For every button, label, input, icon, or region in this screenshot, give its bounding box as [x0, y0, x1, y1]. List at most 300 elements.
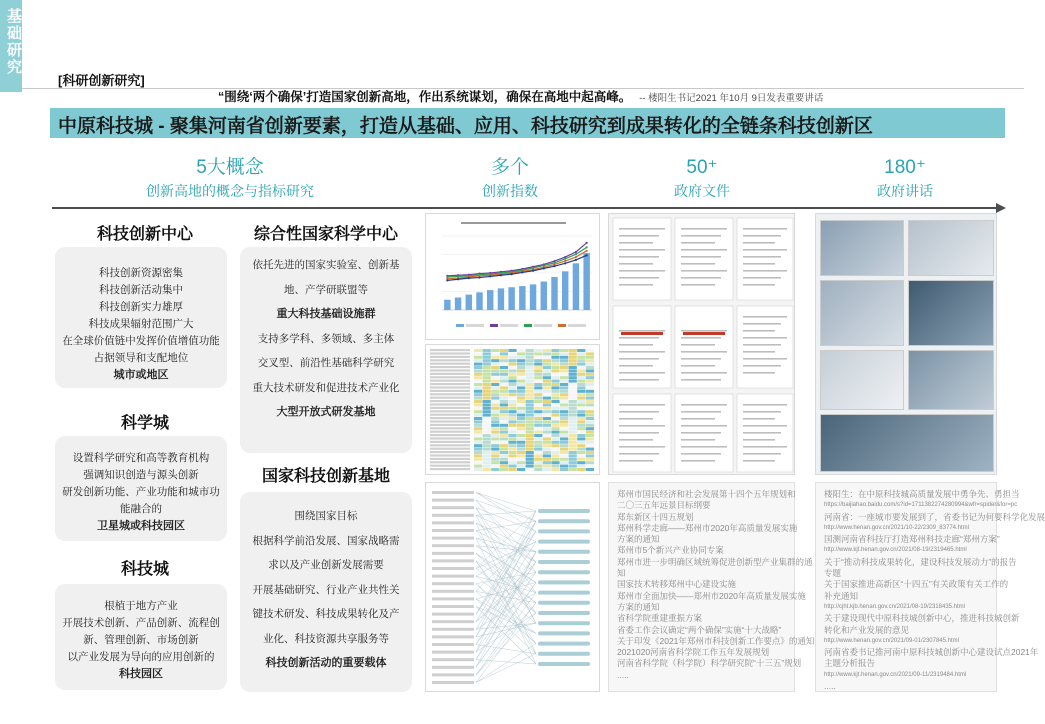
gov-speech-item: 专题: [824, 568, 842, 579]
concept-box-innovation-base: [240, 492, 412, 692]
heatmap-cell: [534, 437, 542, 440]
flow-link: [476, 523, 536, 552]
heatmap-cell: [500, 407, 508, 410]
table-label-placeholder: [430, 441, 470, 443]
heatmap-cell: [586, 427, 594, 430]
stat-docs: [652, 157, 752, 201]
heatmap-cell: [534, 417, 542, 420]
doc-text-line: [681, 446, 727, 448]
heatmap-cell: [586, 424, 594, 427]
heatmap-cell: [500, 403, 508, 406]
table-label-placeholder: [430, 352, 470, 354]
heatmap-cell: [500, 414, 508, 417]
heatmap-cell: [508, 454, 516, 457]
heatmap-cell: [517, 400, 525, 403]
heatmap-cell: [526, 444, 534, 447]
table-label-placeholder: [430, 366, 470, 368]
heatmap-cell: [500, 373, 508, 376]
heatmap-cell: [560, 437, 568, 440]
heatmap-cell: [491, 376, 499, 379]
flow-left-node: [432, 514, 474, 517]
flow-right-node: [538, 642, 590, 646]
heatmap-cell: [483, 352, 491, 355]
heatmap-cell: [560, 376, 568, 379]
flow-left-node: [432, 620, 474, 623]
flow-link: [476, 582, 536, 667]
flow-right-node: [538, 591, 590, 595]
heatmap-cell: [569, 393, 577, 396]
heatmap-cell: [586, 390, 594, 393]
heatmap-cell: [483, 424, 491, 427]
heatmap-cell: [508, 434, 516, 437]
heatmap-cell: [569, 424, 577, 427]
chart-point: [511, 273, 513, 275]
flow-link: [476, 584, 536, 634]
table-label-placeholder: [430, 383, 470, 385]
heatmap-cell: [577, 407, 585, 410]
heatmap-cell: [551, 403, 559, 406]
heatmap-cell: [586, 451, 594, 454]
heatmap-cell: [483, 414, 491, 417]
stat-big: 多个: [490, 157, 529, 178]
heatmap-cell: [526, 373, 534, 376]
heatmap-cell: [483, 356, 491, 359]
table-label-placeholder: [430, 437, 470, 439]
flow-link: [476, 542, 536, 569]
concept-box-science-city: [55, 436, 227, 541]
speech-photo: [820, 414, 994, 472]
chart-point: [575, 256, 577, 258]
heatmap-cell: [517, 390, 525, 393]
concept-strong: 大型开放式研发基地: [276, 406, 376, 418]
concept-box-tech-center: [55, 247, 227, 388]
heatmap-cell: [569, 400, 577, 403]
heatmap-cell: [508, 356, 516, 359]
doc-text-line: [743, 263, 775, 265]
heatmap-cell: [526, 417, 534, 420]
heatmap-cell: [560, 458, 568, 461]
heatmap-cell: [543, 420, 551, 423]
heatmap-cell: [569, 414, 577, 417]
heatmap-cell: [569, 359, 577, 362]
doc-text-line: [681, 351, 727, 353]
heatmap-cell: [500, 427, 508, 430]
flow-left-node: [432, 552, 474, 555]
chart-bar: [455, 297, 461, 310]
heatmap-cell: [543, 403, 551, 406]
heatmap-cell: [577, 352, 585, 355]
heatmap-cell: [517, 434, 525, 437]
heatmap-cell: [491, 454, 499, 457]
heatmap-cell: [508, 363, 516, 366]
heatmap-cell: [586, 366, 594, 369]
heatmap-cell: [491, 397, 499, 400]
doc-text-line: [743, 256, 781, 258]
stat-sub: 创新指数: [482, 183, 538, 199]
heatmap-cell: [526, 400, 534, 403]
flow-right-node: [538, 611, 590, 615]
heatmap-cell: [474, 376, 482, 379]
heatmap-cell: [534, 383, 542, 386]
heatmap-cell: [491, 380, 499, 383]
heatmap-cell: [534, 407, 542, 410]
gov-speech-item: 楼阳生：在中原科技城高质量发展中勇争先、勇担当: [824, 489, 1020, 499]
side-tab-label: 基础研究: [5, 8, 22, 76]
heatmap-cell: [586, 376, 594, 379]
heatmap-cell: [534, 380, 542, 383]
speech-photo: [908, 350, 994, 410]
heatmap-cell: [500, 376, 508, 379]
heatmap-cell: [534, 366, 542, 369]
heatmap-cell: [551, 407, 559, 410]
heatmap-cell: [543, 366, 551, 369]
heatmap-cell: [526, 369, 534, 372]
flow-left-node: [432, 567, 474, 570]
heatmap-cell: [500, 437, 508, 440]
heatmap-cell: [586, 465, 594, 468]
heatmap-cell: [534, 349, 542, 352]
doc-text-line: [743, 351, 775, 353]
chart-legend-swatch: [456, 324, 464, 327]
doc-text-line: [743, 270, 787, 272]
heatmap-cell: [577, 369, 585, 372]
heatmap-cell: [517, 397, 525, 400]
doc-text-line: [619, 242, 653, 244]
gov-speech-item: 主题分析报告: [824, 658, 876, 669]
doc-text-line: [743, 460, 775, 462]
heatmap-cell: [534, 386, 542, 389]
heatmap-cell: [586, 417, 594, 420]
doc-text-line: [681, 235, 721, 237]
table-label-placeholder: [430, 380, 470, 382]
heatmap-cell: [560, 363, 568, 366]
heatmap-cell: [483, 390, 491, 393]
heatmap-cell: [500, 369, 508, 372]
heatmap-cell: [508, 386, 516, 389]
heatmap-cell: [508, 451, 516, 454]
concept-line: 科技成果辐射范围广大: [88, 318, 194, 330]
innovation-index-chart: [425, 213, 600, 340]
gov-speech-item: 转化和产业发展的意见: [824, 624, 910, 635]
heatmap-cell: [534, 458, 542, 461]
doc-text-line: [681, 358, 721, 360]
heatmap-cell: [551, 397, 559, 400]
heatmap-cell: [526, 376, 534, 379]
flow-right-node: [538, 601, 590, 605]
flow-link: [476, 500, 536, 562]
gov-speech-item: 关于建设现代中原科技城创新中心，推进科技城创新: [824, 613, 1020, 624]
heatmap-cell: [577, 448, 585, 451]
concept-strong: 重大科技基础设施群: [276, 308, 376, 320]
heatmap-cell: [500, 420, 508, 423]
flow-left-node: [432, 628, 474, 631]
heatmap-cell: [577, 393, 585, 396]
banner-title: 中原科技城 - 聚集河南省创新要素，打造从基础、应用、科技研究到成果转化的全链条科技创新区: [58, 116, 873, 137]
heatmap-cell: [474, 359, 482, 362]
heatmap-cell: [551, 400, 559, 403]
heatmap-cell: [586, 441, 594, 444]
heatmap-cell: [577, 437, 585, 440]
heatmap-cell: [577, 427, 585, 430]
heatmap-cell: [474, 383, 482, 386]
heatmap-cell: [586, 461, 594, 464]
doc-text-line: [619, 432, 659, 434]
heatmap-cell: [577, 403, 585, 406]
heatmap-cell: [543, 386, 551, 389]
heatmap-cell: [560, 414, 568, 417]
heatmap-cell: [491, 414, 499, 417]
heatmap-cell: [526, 431, 534, 434]
flow-link: [476, 591, 536, 643]
heatmap-cell: [483, 383, 491, 386]
heatmap-cell: [569, 434, 577, 437]
chart-point: [500, 274, 502, 276]
doc-text-line: [743, 337, 787, 339]
heatmap-cell: [543, 468, 551, 471]
heatmap-cell: [560, 465, 568, 468]
heatmap-cell: [517, 431, 525, 434]
flow-right-node: [538, 550, 590, 554]
heatmap-cell: [508, 437, 516, 440]
heatmap-cell: [526, 390, 534, 393]
table-label-placeholder: [430, 390, 470, 392]
heatmap-cell: [551, 393, 559, 396]
heatmap-cell: [508, 400, 516, 403]
heatmap-cell: [543, 376, 551, 379]
heatmap-cell: [508, 397, 516, 400]
heatmap-cell: [508, 403, 516, 406]
heatmap-cell: [560, 424, 568, 427]
flow-left-node: [432, 499, 474, 502]
concept-line: 业化、科技资源共享服务等: [263, 632, 389, 645]
heatmap-cell: [491, 458, 499, 461]
heatmap-cell: [569, 461, 577, 464]
heatmap-cell: [491, 349, 499, 352]
heatmap-cell: [526, 352, 534, 355]
heatmap-cell: [560, 461, 568, 464]
table-label-placeholder: [430, 410, 470, 412]
heatmap-cell: [551, 363, 559, 366]
heatmap-cell: [517, 417, 525, 420]
heatmap-cell: [551, 414, 559, 417]
heatmap-cell: [569, 407, 577, 410]
heatmap-cell: [483, 373, 491, 376]
heatmap-cell: [483, 444, 491, 447]
flow-link: [476, 645, 536, 654]
heatmap-cell: [569, 403, 577, 406]
doc-text-line: [619, 284, 653, 286]
heatmap-cell: [551, 434, 559, 437]
flow-left-node: [432, 506, 474, 509]
heatmap-cell: [517, 363, 525, 366]
doc-text-line: [743, 372, 775, 374]
heatmap-cell: [586, 349, 594, 352]
heatmap-cell: [534, 434, 542, 437]
heatmap-cell: [551, 352, 559, 355]
table-label-placeholder: [430, 420, 470, 422]
stat-big: 5大概念: [196, 157, 264, 178]
heatmap-cell: [560, 444, 568, 447]
concept-line: 能融合的: [120, 503, 162, 515]
heatmap-cell: [543, 454, 551, 457]
heatmap-cell: [500, 363, 508, 366]
heatmap-cell: [543, 380, 551, 383]
heatmap-cell: [508, 380, 516, 383]
flow-left-node: [432, 590, 474, 593]
heatmap-cell: [577, 380, 585, 383]
heatmap-cell: [508, 393, 516, 396]
heatmap-cell: [586, 397, 594, 400]
heatmap-cell: [474, 393, 482, 396]
heatmap-cell: [560, 410, 568, 413]
heatmap-cell: [577, 373, 585, 376]
speech-photo: [820, 280, 904, 346]
heatmap-cell: [569, 431, 577, 434]
heatmap-cell: [474, 397, 482, 400]
heatmap-cell: [508, 376, 516, 379]
heatmap-cell: [526, 458, 534, 461]
heatmap-cell: [586, 383, 594, 386]
heatmap-cell: [534, 420, 542, 423]
doc-text-line: [743, 453, 781, 455]
heatmap-cell: [526, 383, 534, 386]
gov-speech-item: http://cjht.kjb.henan.gov.cn/2021/08-19/2318435.html: [824, 603, 965, 610]
heatmap-cell: [560, 369, 568, 372]
heatmap-cell: [577, 451, 585, 454]
gov-doc-item: 国家技术转移郑州中心建设实施: [617, 579, 737, 590]
heatmap-cell: [543, 393, 551, 396]
heatmap-cell: [534, 403, 542, 406]
heatmap-cell: [517, 458, 525, 461]
heatmap-cell: [500, 424, 508, 427]
heatmap-cell: [586, 380, 594, 383]
heatmap-cell: [500, 349, 508, 352]
heatmap-cell: [500, 434, 508, 437]
flow-left-node: [432, 658, 474, 661]
heatmap-cell: [577, 458, 585, 461]
concept-strong: 科技园区: [119, 668, 163, 680]
heatmap-cell: [543, 458, 551, 461]
flow-left-node: [432, 666, 474, 669]
concept-line: 根据科学前沿发展、国家战略需: [252, 534, 400, 547]
heatmap-cell: [534, 390, 542, 393]
heatmap-cell: [500, 390, 508, 393]
flow-left-node: [432, 651, 474, 654]
heatmap-cell: [569, 410, 577, 413]
heatmap-cell: [474, 427, 482, 430]
heatmap-cell: [560, 397, 568, 400]
heatmap-cell: [474, 403, 482, 406]
heatmap-cell: [526, 437, 534, 440]
gov-speech-item: 国测河南省科技厅打造郑州科技走廊“郑州方案”: [824, 534, 1000, 545]
heatmap-cell: [474, 366, 482, 369]
heatmap-cell: [491, 451, 499, 454]
table-label-placeholder: [430, 414, 470, 416]
flow-right-node: [538, 631, 590, 635]
gov-doc-item: 郑州市全面加快——郑州市2020年高质量发展实施: [617, 590, 806, 601]
chart-legend-text-placeholder: [568, 324, 586, 327]
concept-strong: 卫星城或科技园区: [97, 520, 185, 532]
table-label-placeholder: [430, 386, 470, 388]
table-label-placeholder: [430, 454, 470, 456]
heatmap-cell: [517, 376, 525, 379]
doc-text-line: [619, 344, 653, 346]
heatmap-cell: [508, 359, 516, 362]
concept-line: 科技创新资源密集: [99, 267, 183, 279]
heatmap-cell: [543, 407, 551, 410]
table-label-placeholder: [430, 400, 470, 402]
heatmap-cell: [560, 417, 568, 420]
gov-doc-item: 河南省科学院（科学院）科学研究院“十三五”规划: [617, 658, 802, 669]
heatmap-cell: [569, 441, 577, 444]
heatmap-cell: [474, 369, 482, 372]
flow-right-node: [538, 662, 590, 666]
heatmap-cell: [543, 444, 551, 447]
heatmap-cell: [586, 458, 594, 461]
chart-bar: [551, 277, 557, 310]
heatmap-cell: [483, 363, 491, 366]
heatmap-cell: [491, 417, 499, 420]
flow-left-node: [432, 681, 474, 684]
heatmap-cell: [517, 380, 525, 383]
heatmap-cell: [491, 400, 499, 403]
doc-red-heading: [683, 332, 725, 335]
heatmap-cell: [551, 468, 559, 471]
heatmap-cell: [577, 434, 585, 437]
heatmap-cell: [577, 366, 585, 369]
chart-point: [468, 277, 470, 279]
heatmap-cell: [508, 468, 516, 471]
heatmap-cell: [474, 444, 482, 447]
chart-bar: [498, 288, 504, 310]
stat-speeches: [855, 157, 955, 201]
heatmap-cell: [560, 434, 568, 437]
concept-title-national-science-center: 综合性国家科学中心: [253, 226, 398, 243]
chart-bar: [541, 282, 547, 310]
heatmap-cell: [526, 366, 534, 369]
stat-big: 50⁺: [686, 157, 718, 178]
heatmap-cell: [526, 356, 534, 359]
speech-photo: [820, 220, 904, 276]
heatmap-cell: [551, 458, 559, 461]
heatmap-cell: [569, 386, 577, 389]
gov-doc-item: .....: [617, 669, 629, 680]
heatmap-cell: [551, 454, 559, 457]
flow-left-node: [432, 635, 474, 638]
heatmap-cell: [491, 386, 499, 389]
heatmap-cell: [517, 451, 525, 454]
heatmap-cell: [483, 454, 491, 457]
heatmap-cell: [534, 465, 542, 468]
heatmap-cell: [534, 451, 542, 454]
heatmap-cell: [534, 393, 542, 396]
heatmap-cell: [560, 454, 568, 457]
heatmap-cell: [577, 359, 585, 362]
gov-doc-item: 郑州科学走廊——郑州市2020年高质量发展实施: [617, 522, 798, 533]
heatmap-cell: [526, 414, 534, 417]
chart-point: [575, 251, 577, 253]
heatmap-cell: [526, 420, 534, 423]
section-label: [科研创新研究]: [58, 73, 145, 88]
flow-link: [476, 576, 536, 593]
table-label-placeholder: [430, 434, 470, 436]
heatmap-cell: [474, 400, 482, 403]
heatmap-cell: [551, 359, 559, 362]
doc-text-line: [681, 242, 715, 244]
heatmap-cell: [483, 468, 491, 471]
concept-strong: 城市或地区: [113, 369, 169, 381]
gov-speech-item: .....: [824, 681, 836, 692]
